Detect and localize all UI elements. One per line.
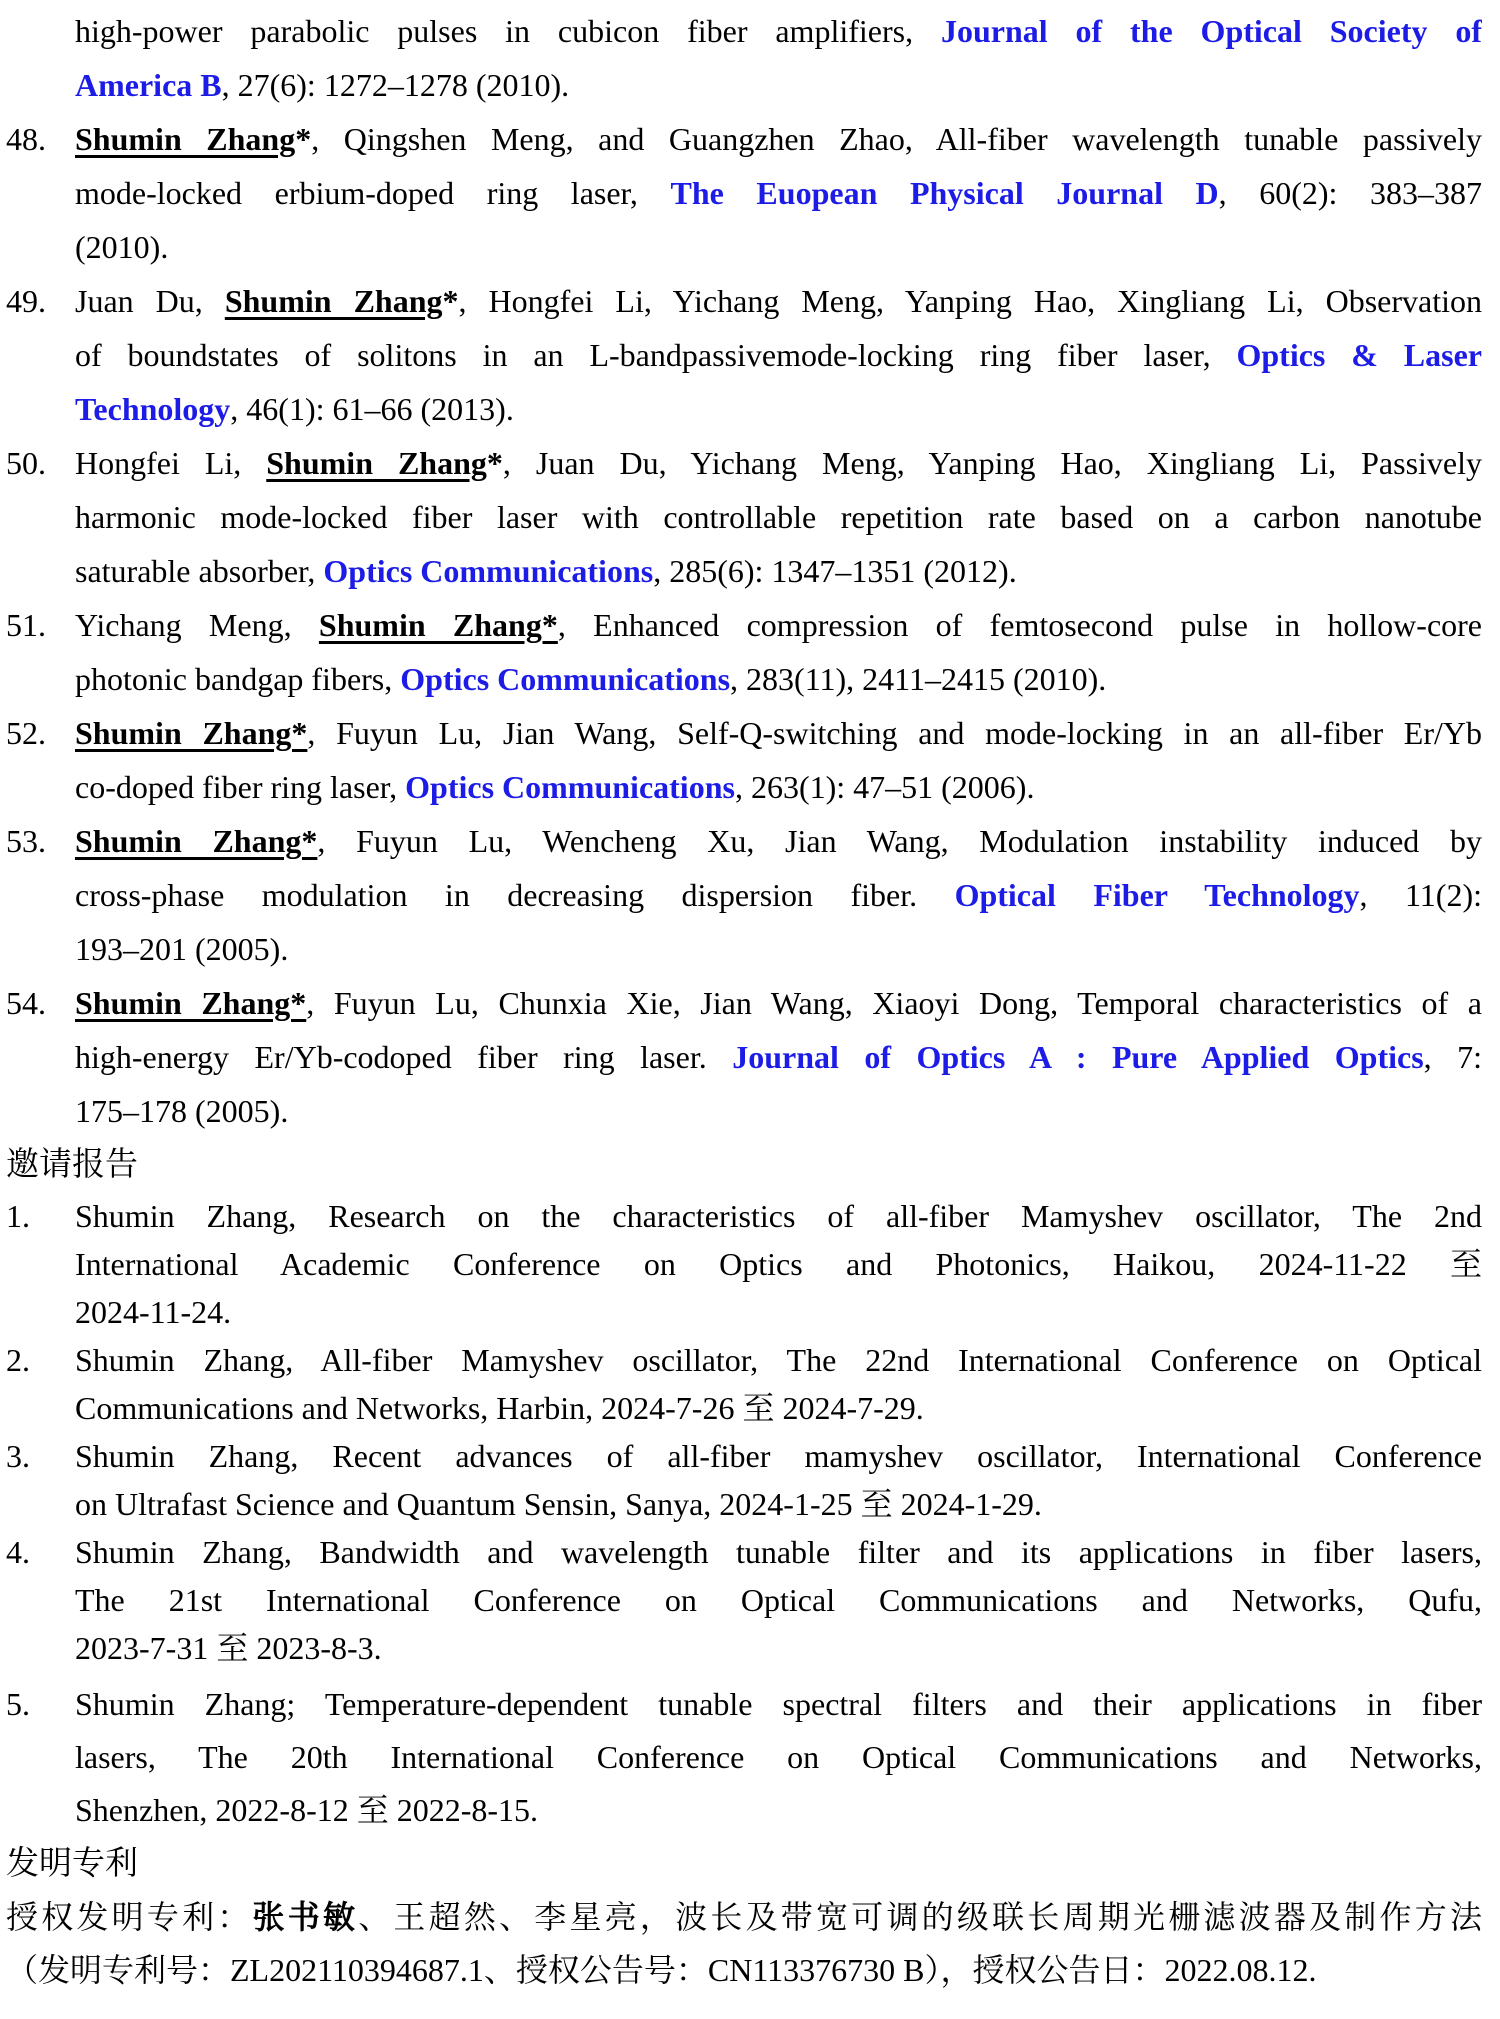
text-segment: on Ultrafast Science and Quantum Sensin, Sanya, 2024-1-25 至 2024-1-29.: [75, 1486, 1042, 1522]
text-segment: (2010).: [75, 229, 169, 265]
journal-name: Optics & Laser: [1236, 337, 1482, 373]
text-segment: , 46(1): 61–66 (2013).: [230, 391, 514, 427]
text-line: [75, 1336, 1482, 1384]
text-line: [75, 166, 1482, 220]
text-line: [75, 652, 1482, 706]
journal-name: Technology: [75, 391, 231, 427]
invited-talks-section: [6, 1192, 1482, 1837]
text-segment: of boundstates of solitons in an L-bandpassivemode-locking ring fiber laser,: [75, 337, 1237, 373]
text-segment: , 11(2):: [1359, 877, 1482, 913]
text-segment: , 285(6): 1347–1351 (2012).: [653, 553, 1017, 589]
patents-header: 发明专利: [6, 1846, 138, 1882]
text-segment: , 27(6): 1272–1278 (2010).: [221, 67, 570, 103]
text-segment: 2024-11-24.: [75, 1294, 232, 1330]
journal-name: Optics Communications: [400, 661, 731, 697]
text-segment: Shumin Zhang, Bandwidth and wavelength tunable filter and its applications in fiber lasers,: [75, 1534, 1482, 1570]
text-line: [75, 1678, 1482, 1731]
item-number: 48.: [6, 121, 46, 157]
text-line: [75, 544, 1482, 598]
text-segment: Communications and Networks, Harbin, 2024-7-26 至 2024-7-29.: [75, 1390, 924, 1426]
author-name: Shumin Zhang*: [318, 607, 558, 643]
text-line: [75, 112, 1482, 166]
talk-item: [6, 1678, 1482, 1837]
item-number: 3.: [6, 1438, 30, 1474]
text-segment: high-energy Er/Yb-codoped fiber ring laser.: [75, 1039, 733, 1075]
text-line: [75, 382, 1482, 436]
text-line: [75, 58, 1482, 112]
text-line: [6, 1944, 1482, 1997]
author-name: Shumin Zhang: [266, 445, 487, 481]
text-segment: , 263(1): 47–51 (2006).: [734, 769, 1035, 805]
journal-name: Journal of the Optical Society of: [940, 13, 1482, 49]
author-name: Shumin Zhang: [75, 121, 296, 157]
text-line: [75, 1528, 1482, 1576]
text-line: [75, 220, 1482, 274]
item-number: 4.: [6, 1534, 30, 1570]
text-segment: Shumin Zhang, Research on the characteristics of all-fiber Mamyshev oscillator, The 2nd: [75, 1198, 1482, 1234]
text-segment: 授权发明专利：: [6, 1899, 253, 1935]
text-line: [75, 1432, 1482, 1480]
publication-item: [6, 706, 1482, 814]
text-segment: Shumin Zhang, Recent advances of all-fiber mamyshev oscillator, International Conference: [75, 1438, 1482, 1474]
text-segment: International Academic Conference on Optics and Photonics, Haikou, 2024-11-22 至: [75, 1246, 1482, 1282]
author-name: Shumin Zhang*: [75, 823, 318, 859]
publication-list-section: [6, 4, 1482, 1138]
author-name: Shumin Zhang*: [75, 715, 308, 751]
text-line: [75, 1384, 1482, 1432]
text-line: [75, 1084, 1482, 1138]
text-line: [75, 1731, 1482, 1784]
text-segment: 、王超然、李星亮，波长及带宽可调的级联长周期光栅滤波器及制作方法: [358, 1899, 1482, 1935]
text-line: [75, 814, 1482, 868]
text-line: [75, 490, 1482, 544]
text-line: [75, 328, 1482, 382]
text-segment: mode-locked erbium-doped ring laser,: [75, 175, 671, 211]
text-line: [75, 760, 1482, 814]
text-segment: harmonic mode-locked fiber laser with controllable repetition rate based on a carbon nanotube: [75, 499, 1482, 535]
text-segment: , Fuyun Lu, Wencheng Xu, Jian Wang, Modulation instability induced by: [317, 823, 1482, 859]
text-line: [75, 706, 1482, 760]
bold-text: *: [442, 283, 459, 319]
text-segment: co-doped fiber ring laser,: [75, 769, 406, 805]
text-segment: , Enhanced compression of femtosecond pulse in hollow-core: [557, 607, 1482, 643]
item-number: 53.: [6, 823, 46, 859]
bold-text: *: [486, 445, 503, 481]
text-line: [75, 598, 1482, 652]
text-segment: 175–178 (2005).: [75, 1093, 289, 1129]
text-line: [75, 922, 1482, 976]
text-line: [75, 1240, 1482, 1288]
text-segment: , 283(11), 2411–2415 (2010).: [730, 661, 1107, 697]
text-line: [75, 1192, 1482, 1240]
text-segment: , Juan Du, Yichang Meng, Yanping Hao, Xingliang Li, Passively: [502, 445, 1482, 481]
text-segment: , Hongfei Li, Yichang Meng, Yanping Hao, Xingliang Li, Observation: [458, 283, 1482, 319]
text-line: [75, 1624, 1482, 1672]
author-name: Shumin Zhang*: [75, 985, 307, 1021]
text-segment: The 21st International Conference on Optical Communications and Networks, Qufu,: [75, 1582, 1482, 1618]
text-line: [75, 274, 1482, 328]
patent-section: [6, 1891, 1482, 1997]
text-segment: , Fuyun Lu, Chunxia Xie, Jian Wang, Xiaoyi Dong, Temporal characteristics of a: [306, 985, 1482, 1021]
text-line: [75, 1288, 1482, 1336]
text-segment: 193–201 (2005).: [75, 931, 289, 967]
publication-item: [6, 436, 1482, 598]
text-line: [75, 1784, 1482, 1837]
text-segment: , 7:: [1423, 1039, 1482, 1075]
publication-item: [6, 814, 1482, 976]
text-line: [75, 868, 1482, 922]
text-segment: Shumin Zhang, All-fiber Mamyshev oscillator, The 22nd International Conference on Optical: [75, 1342, 1482, 1378]
text-segment: （发明专利号：ZL202110394687.1、授权公告号：CN113376730 B），授权公告日：2022.08.12.: [6, 1952, 1317, 1988]
journal-name: America B: [75, 67, 222, 103]
text-line: [75, 1030, 1482, 1084]
journal-name: Optical Fiber Technology: [954, 877, 1360, 913]
author-name: Shumin Zhang: [224, 283, 443, 319]
item-number: 2.: [6, 1342, 30, 1378]
item-number: 1.: [6, 1198, 30, 1234]
item-number: 51.: [6, 607, 46, 643]
publication-item: [6, 976, 1482, 1138]
publication-item: [6, 112, 1482, 274]
text-segment: , Fuyun Lu, Jian Wang, Self-Q-switching and mode-locking in an all-fiber Er/Yb: [307, 715, 1482, 751]
invited-talks-header: 邀请报告: [6, 1147, 138, 1183]
publication-item: [6, 274, 1482, 436]
text-segment: Hongfei Li,: [75, 445, 267, 481]
text-segment: high-power parabolic pulses in cubicon fiber amplifiers,: [75, 13, 941, 49]
journal-name: Optics Communications: [323, 553, 654, 589]
publication-item: [6, 4, 1482, 112]
text-segment: Shumin Zhang; Temperature-dependent tunable spectral filters and their applications in fiber: [75, 1686, 1482, 1722]
text-segment: lasers, The 20th International Conference on Optical Communications and Networks,: [75, 1739, 1482, 1775]
text-line: [75, 976, 1482, 1030]
text-segment: Juan Du,: [75, 283, 225, 319]
item-number: 50.: [6, 445, 46, 481]
journal-name: Journal of Optics A : Pure Applied Optics: [732, 1039, 1424, 1075]
talk-item: [6, 1192, 1482, 1336]
text-segment: Shenzhen, 2022-8-12 至 2022-8-15.: [75, 1792, 539, 1828]
journal-name: The Euopean Physical Journal D: [670, 175, 1219, 211]
talk-item: [6, 1528, 1482, 1672]
text-segment: cross-phase modulation in decreasing dispersion fiber.: [75, 877, 955, 913]
journal-name: Optics Communications: [405, 769, 735, 805]
text-segment: saturable absorber,: [75, 553, 324, 589]
text-line: [75, 1480, 1482, 1528]
text-line: [75, 1576, 1482, 1624]
text-segment: , Qingshen Meng, and Guangzhen Zhao, All-fiber wavelength tunable passively: [311, 121, 1482, 157]
text-segment: Yichang Meng,: [75, 607, 319, 643]
item-number: 5.: [6, 1686, 30, 1722]
item-number: 52.: [6, 715, 46, 751]
text-line: [75, 4, 1482, 58]
text-segment: photonic bandgap fibers,: [75, 661, 401, 697]
bold-text: *: [295, 121, 312, 157]
item-number: 49.: [6, 283, 46, 319]
publication-item: [6, 598, 1482, 706]
item-number: 54.: [6, 985, 46, 1021]
text-line: [6, 1891, 1482, 1944]
text-segment: 2023-7-31 至 2023-8-3.: [75, 1630, 382, 1666]
text-line: [75, 436, 1482, 490]
talk-item: [6, 1432, 1482, 1528]
text-segment: , 60(2): 383–387: [1218, 175, 1482, 211]
talk-item: [6, 1336, 1482, 1432]
bold-text: 张书敏: [252, 1899, 359, 1935]
